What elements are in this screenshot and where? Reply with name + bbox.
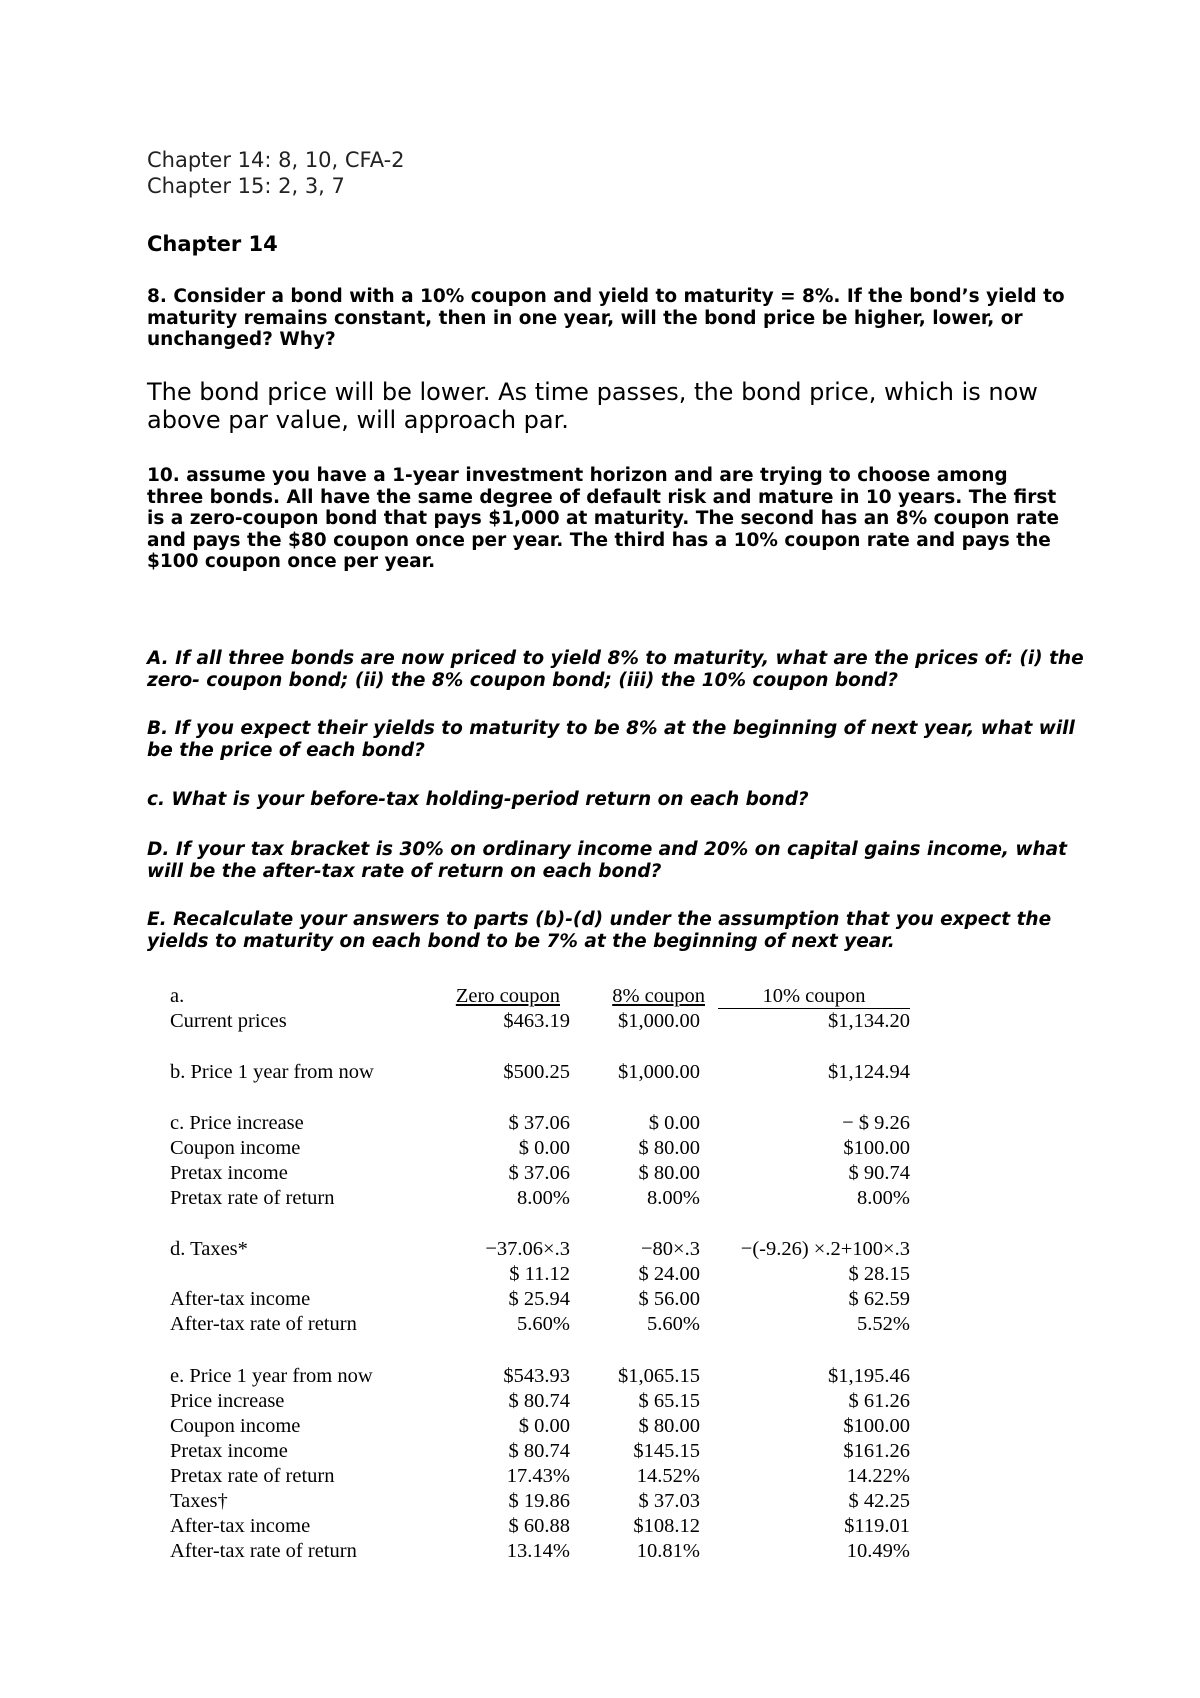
- table-row: [170, 1010, 910, 1035]
- zero-coupon-value: $ 0.00: [518, 1415, 570, 1437]
- zero-coupon-value: $500.25: [503, 1061, 570, 1083]
- row-label: After-tax income: [170, 1288, 311, 1310]
- 10pct-coupon-value: $ 90.74: [848, 1162, 910, 1184]
- zero-coupon-value: 13.14%: [506, 1540, 570, 1562]
- header-underline: [718, 1008, 910, 1009]
- header-label: a.: [170, 985, 185, 1007]
- row-label: After-tax income: [170, 1515, 311, 1537]
- header-10pct-coupon: 10% coupon: [762, 985, 866, 1007]
- 8pct-coupon-value: $ 80.00: [638, 1415, 700, 1437]
- zero-coupon-value: $463.19: [503, 1010, 570, 1032]
- 10pct-coupon-value: 10.49%: [846, 1540, 910, 1562]
- table-row: [170, 1490, 910, 1515]
- 10pct-coupon-value: $100.00: [843, 1415, 910, 1437]
- table-row: [170, 1187, 910, 1212]
- table-row: [170, 1313, 910, 1338]
- part-b: B. If you expect their yields to maturity to be 8% at the beginning of next year, what will be the price of each bond?: [147, 718, 1075, 761]
- header-8pct-coupon: 8% coupon: [612, 985, 705, 1007]
- 8pct-coupon-value: 5.60%: [647, 1313, 700, 1335]
- table-row: [170, 1137, 910, 1162]
- zero-coupon-value: $ 60.88: [508, 1515, 570, 1537]
- table-row: [170, 1440, 910, 1465]
- row-label: Price increase: [170, 1390, 285, 1412]
- table-row: [170, 1540, 910, 1565]
- zero-coupon-value: $543.93: [503, 1365, 570, 1387]
- row-label: Pretax rate of return: [170, 1187, 335, 1209]
- table-row: [170, 1162, 910, 1187]
- row-label: e. Price 1 year from now: [170, 1365, 373, 1387]
- table-row: [170, 1238, 910, 1263]
- zero-coupon-value: −37.06×.3: [485, 1238, 570, 1260]
- 10pct-coupon-value: $ 61.26: [848, 1390, 910, 1412]
- 10pct-coupon-value: $100.00: [843, 1137, 910, 1159]
- table-row: [170, 1288, 910, 1313]
- header-zero-coupon: Zero coupon: [455, 985, 560, 1007]
- 8pct-coupon-value: $ 65.15: [638, 1390, 700, 1412]
- table-row: [170, 1263, 910, 1288]
- question-8-answer: The bond price will be lower. As time passes, the bond price, which is now above par value, will approach par.: [147, 378, 1038, 434]
- table-row: [170, 1515, 910, 1540]
- section-title: Chapter 14: [147, 232, 278, 256]
- 8pct-coupon-value: $ 80.00: [638, 1137, 700, 1159]
- zero-coupon-value: $ 80.74: [508, 1440, 570, 1462]
- 8pct-coupon-value: 14.52%: [636, 1465, 700, 1487]
- 8pct-coupon-value: $ 80.00: [638, 1162, 700, 1184]
- 10pct-coupon-value: $ 42.25: [848, 1490, 910, 1512]
- table-header-row: [170, 985, 910, 1010]
- 10pct-coupon-value: $ 62.59: [848, 1288, 910, 1310]
- 10pct-coupon-value: 8.00%: [857, 1187, 910, 1209]
- 8pct-coupon-value: $1,000.00: [618, 1010, 700, 1032]
- 8pct-coupon-value: $145.15: [633, 1440, 700, 1462]
- zero-coupon-value: $ 37.06: [508, 1112, 570, 1134]
- 8pct-coupon-value: $108.12: [633, 1515, 700, 1537]
- row-label: Pretax income: [170, 1162, 288, 1184]
- 10pct-coupon-value: $ 28.15: [848, 1263, 910, 1285]
- zero-coupon-value: $ 0.00: [518, 1137, 570, 1159]
- zero-coupon-value: 5.60%: [517, 1313, 570, 1335]
- 8pct-coupon-value: $ 24.00: [638, 1263, 700, 1285]
- 8pct-coupon-value: $1,000.00: [618, 1061, 700, 1083]
- row-label: After-tax rate of return: [170, 1540, 357, 1562]
- table-row: [170, 1390, 910, 1415]
- 10pct-coupon-value: $161.26: [843, 1440, 910, 1462]
- zero-coupon-value: $ 80.74: [508, 1390, 570, 1412]
- question-10: 10. assume you have a 1-year investment horizon and are trying to choose among three bonds. All have the same degree of default risk and mature in 10 years. The first is a zero-coupon bond that pays $1,000 at maturity. The second has an 8% coupon rate and pays the $80 coupon once per year. The third has a 10% coupon rate and pays the $100 coupon once per year.: [147, 465, 1060, 572]
- row-label: Taxes†: [170, 1490, 228, 1512]
- table-row: [170, 1365, 910, 1390]
- 8pct-coupon-value: $1,065.15: [618, 1365, 700, 1387]
- question-8: 8. Consider a bond with a 10% coupon and yield to maturity = 8%. If the bond’s yield to maturity remains constant, then in one year, will the bond price be higher, lower, or unchanged? Why?: [147, 286, 1065, 350]
- 8pct-coupon-value: 8.00%: [647, 1187, 700, 1209]
- part-c: c. What is your before-tax holding-period return on each bond?: [147, 789, 809, 810]
- zero-coupon-value: $ 11.12: [509, 1263, 570, 1285]
- 10pct-coupon-value: −(-9.26) ×.2+100×.3: [740, 1238, 910, 1260]
- 10pct-coupon-value: $1,124.94: [828, 1061, 910, 1083]
- 8pct-coupon-value: $ 56.00: [638, 1288, 700, 1310]
- 10pct-coupon-value: 5.52%: [857, 1313, 910, 1335]
- assignment-line-2: Chapter 15: 2, 3, 7: [147, 174, 345, 198]
- 10pct-coupon-value: 14.22%: [846, 1465, 910, 1487]
- table-row: [170, 1112, 910, 1137]
- assignment-line-1: Chapter 14: 8, 10, CFA-2: [147, 148, 405, 172]
- 10pct-coupon-value: − $ 9.26: [842, 1112, 910, 1134]
- zero-coupon-value: $ 37.06: [508, 1162, 570, 1184]
- zero-coupon-value: 8.00%: [517, 1187, 570, 1209]
- 10pct-coupon-value: $1,195.46: [828, 1365, 910, 1387]
- zero-coupon-value: $ 25.94: [508, 1288, 570, 1310]
- row-label: Pretax rate of return: [170, 1465, 335, 1487]
- row-label: d. Taxes*: [170, 1238, 248, 1260]
- row-label: Current prices: [170, 1010, 287, 1032]
- row-label: After-tax rate of return: [170, 1313, 357, 1335]
- row-label: c. Price increase: [170, 1112, 304, 1134]
- part-d: D. If your tax bracket is 30% on ordinary income and 20% on capital gains income, what will be the after-tax rate of return on each bond?: [147, 839, 1067, 882]
- row-label: Coupon income: [170, 1137, 301, 1159]
- 8pct-coupon-value: $ 37.03: [638, 1490, 700, 1512]
- 8pct-coupon-value: −80×.3: [641, 1238, 700, 1260]
- 8pct-coupon-value: 10.81%: [636, 1540, 700, 1562]
- row-label: b. Price 1 year from now: [170, 1061, 374, 1083]
- table-row: [170, 1465, 910, 1490]
- 10pct-coupon-value: $1,134.20: [828, 1010, 910, 1032]
- table-row: [170, 1415, 910, 1440]
- row-label: Pretax income: [170, 1440, 288, 1462]
- 10pct-coupon-value: $119.01: [844, 1515, 910, 1537]
- part-a: A. If all three bonds are now priced to yield 8% to maturity, what are the prices of: (i) the zero- coupon bond; (ii) the 8% coupon bond; (iii) the 10% coupon bond?: [147, 648, 1084, 691]
- row-label: Coupon income: [170, 1415, 301, 1437]
- table-row: [170, 1061, 910, 1086]
- 8pct-coupon-value: $ 0.00: [648, 1112, 700, 1134]
- zero-coupon-value: $ 19.86: [508, 1490, 570, 1512]
- zero-coupon-value: 17.43%: [506, 1465, 570, 1487]
- part-e: E. Recalculate your answers to parts (b)-(d) under the assumption that you expect the yields to maturity on each bond to be 7% at the beginning of next year.: [147, 909, 1052, 952]
